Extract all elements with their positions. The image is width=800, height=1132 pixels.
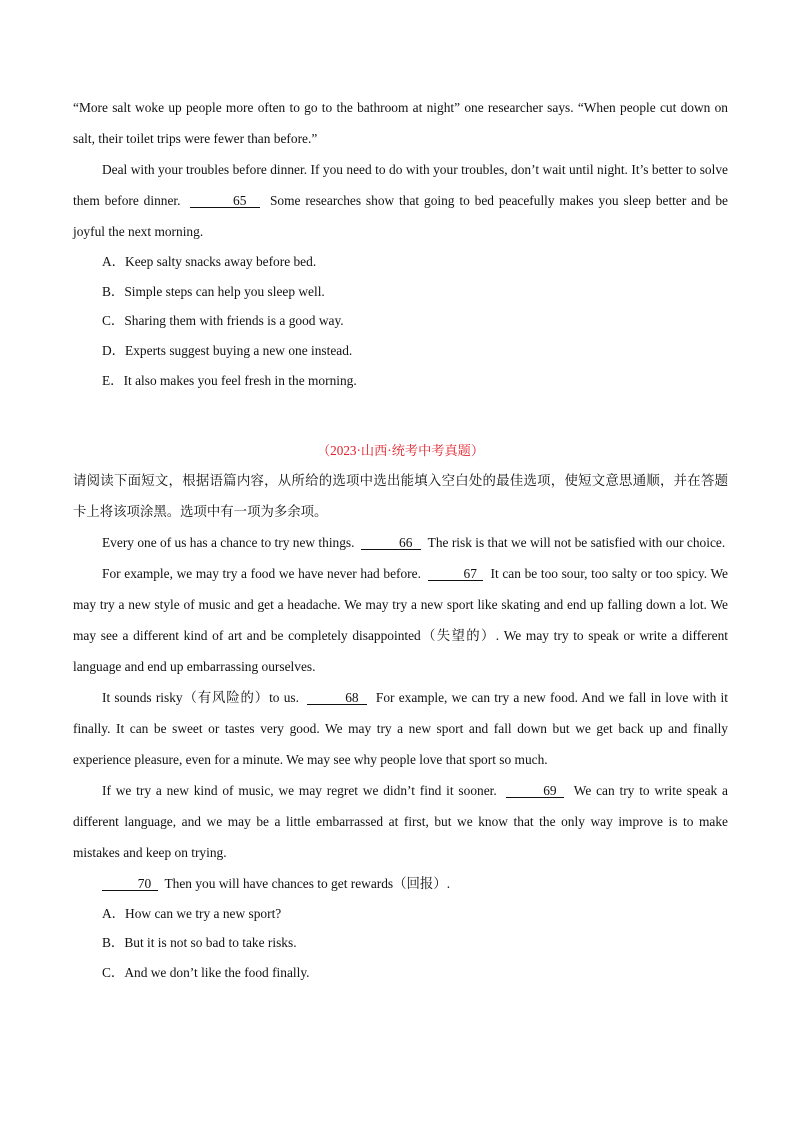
instructions: 请阅读下面短文，根据语篇内容，从所给的选项中选出能填入空白处的最佳选项，使短文意思通顺，并在答题卡上将该项涂黑。选项中有一项为多余项。 [73, 472, 728, 519]
passage1-text: Some researches show that going to bed peacefully makes you sleep better and be joyful the next morning. [73, 193, 728, 239]
passage1-paragraph-continued: “More salt woke up people more often to go to the bathroom at night” one researcher says. “When people cut down on salt, their toilet trips were fewer than before.” [73, 100, 728, 146]
passage1-paragraph-last [73, 154, 728, 247]
passage1-text: Deal with your troubles before dinner. If you need to do with your troubles, don’t wait until night. It’s better to solve them before dinner. [73, 162, 728, 208]
blank-70: 70 [102, 877, 158, 891]
passage2-text: Every one of us has a chance to try new things. [102, 534, 355, 550]
option-a: A．Keep salty snacks away before bed. [102, 254, 317, 269]
passage2-text: If we try a new kind of music, we may regret we didn’t find it sooner. [102, 782, 497, 798]
blank-68: 68 [307, 691, 367, 705]
passage2-text: It sounds risky（有风险的）to us. [102, 689, 299, 705]
option-b: B．But it is not so bad to take risks. [102, 935, 297, 951]
passage2-text: For example, we can try a new food. And we fall in love with it finally. It can be sweet or tastes very good. We may try a new sport and fall down but we get back up and finally experience pleasure, even for a minute. We may see why people love that sport so much. [73, 689, 728, 767]
option-c: C．Sharing them with friends is a good way. [102, 313, 344, 329]
passage1-options [73, 247, 728, 396]
passage2-paragraph-2 [73, 558, 728, 682]
passage2-paragraph-1 [73, 527, 728, 558]
passage2-options [73, 899, 728, 988]
passage2-text: For example, we may try a food we have never had before. [102, 565, 421, 581]
passage2-paragraph-5 [73, 868, 728, 899]
document-page [73, 92, 728, 988]
blank-69: 69 [506, 784, 564, 798]
passage2-paragraph-3 [73, 682, 728, 775]
blank-65: 65 [190, 194, 260, 208]
option-b: B．Simple steps can help you sleep well. [102, 283, 325, 299]
question-source: （2023·山西·统考中考真题） [316, 442, 485, 458]
passage2-text: Then you will have chances to get rewards（回报）. [164, 875, 451, 891]
option-d: D．Experts suggest buying a new one instead. [102, 343, 353, 359]
passage2-text: It can be too sour, too salty or too spicy. We may try a new style of music and get a headache. We may try a new sport like skating and end up falling down a lot. We may see a different kind of art and be completely disappointed（失望的）. We may try to speak or write a different language and end up embarrassing ourselves. [73, 565, 729, 674]
option-a: A．How can we try a new sport? [102, 905, 282, 921]
passage2-paragraph-4 [73, 775, 728, 868]
option-e: E．It also makes you feel fresh in the morning. [102, 372, 357, 388]
passage2-text: The risk is that we will not be satisfied with our choice. [427, 534, 726, 550]
blank-66: 66 [361, 536, 421, 550]
option-c: C．And we don’t like the food finally. [102, 964, 310, 980]
passage2-text: We can try to write speak a different language, and we may be a little embarrassed at first, but we know that the only way improve is to make mistakes and keep on trying. [73, 782, 728, 860]
blank-67: 67 [428, 567, 483, 581]
